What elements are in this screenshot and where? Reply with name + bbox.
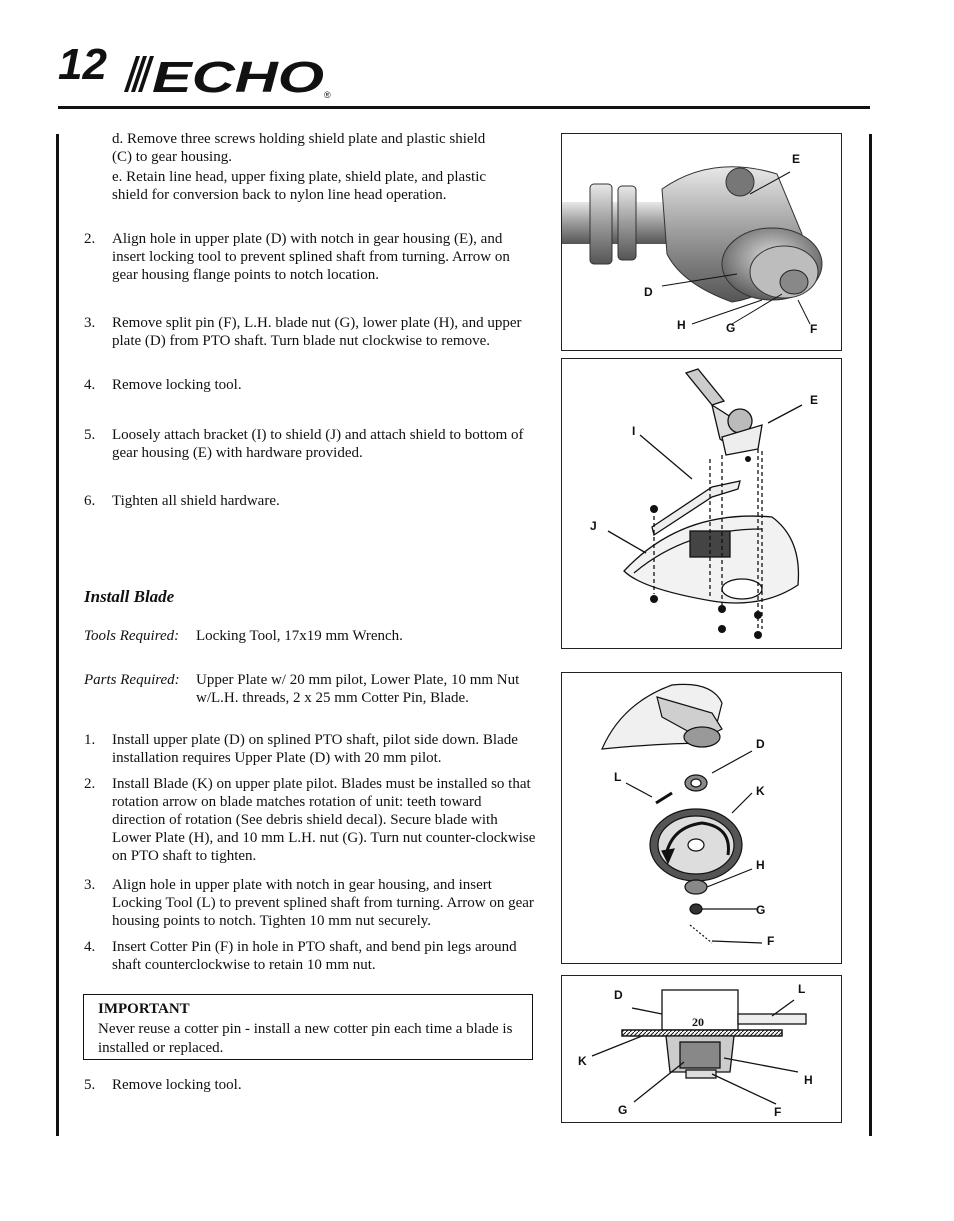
page-number: 12 [58,40,107,89]
echo-logo [118,50,340,100]
step-text: Install upper plate (D) on splined PTO shaft, pilot side down. Blade installation requires Upper Plate (D) with 20 mm pilot. [112,732,518,766]
step-number: 2. [84,776,96,792]
step-1d: d. Remove three screws holding shield plate and plastic shield (C) to gear housing. [112,131,486,165]
step-number: 3. [84,877,96,893]
label-j: J [590,519,597,533]
label-k: K [756,784,765,798]
tools-label: Tools Required: [84,628,180,644]
label-d: D [756,737,765,751]
step-number: 4. [84,377,96,393]
step-text: Tighten all shield hardware. [112,493,280,509]
label-l: L [614,770,622,784]
label-e: E [810,393,819,407]
label-f: F [810,322,818,336]
important-box [83,994,533,1060]
step-text: Loosely attach bracket (I) to shield (J) and attach shield to bottom of gear housing (E) with hardware provided. [112,427,524,461]
label-g: G [756,903,766,917]
gear-housing-figure [561,133,842,351]
blade-cross-section-figure [561,975,842,1123]
logo-wordmark: ECHO [152,53,324,100]
label-h: H [804,1073,813,1087]
step-number: 6. [84,493,96,509]
label-h: H [756,858,765,872]
tools-value: Locking Tool, 17x19 mm Wrench. [196,628,403,644]
step-number: 3. [84,315,96,331]
label-f: F [774,1105,782,1119]
step-number: 2. [84,231,96,247]
label-i: I [632,424,636,438]
label-e: E [792,152,801,166]
step-text: Align hole in upper plate with notch in gear housing, and insert Locking Tool (L) to prevent splined shaft from turning. Arrow on gear housing points to notch. Tighten 10 mm nut securely. [112,877,534,929]
label-d: D [644,285,653,299]
step-number: 5. [84,1077,96,1093]
label-k: K [578,1054,587,1068]
shield-assembly-figure [561,358,842,649]
step-text: Remove split pin (F), L.H. blade nut (G), lower plate (H), and upper plate (D) from PTO shaft. Turn blade nut clockwise to remove. [112,315,522,349]
step-number: 1. [84,732,96,748]
step-text: Align hole in upper plate (D) with notch in gear housing (E), and insert locking tool to prevent splined shaft from turning. Arrow on gear housing flange points to notch location. [112,231,510,283]
blade-exploded-figure [561,672,842,964]
label-f: F [767,934,775,948]
header-rule [58,106,870,109]
label-h: H [677,318,686,332]
important-text: Never reuse a cotter pin - install a new cotter pin each time a blade is installed or replaced. [98,1021,513,1056]
section-heading: Install Blade [84,587,175,606]
left-margin-bar [56,134,59,1136]
step-1e: e. Retain line head, upper fixing plate, shield plate, and plastic shield for conversion back to nylon line head operation. [112,169,487,203]
step-text: Remove locking tool. [112,377,242,393]
step-text: Remove locking tool. [112,1077,242,1093]
step-number: 4. [84,939,96,955]
right-margin-bar [869,134,872,1136]
registered-mark: ® [324,90,331,100]
step-text: Install Blade (K) on upper plate pilot. Blades must be installed so that rotation arrow on blade matches rotation of unit: teeth toward direction of rotation (See debris shield decal). Secure blade with Lower Plate (H), and 10 mm L.H. nut (G). Turn nut counter-clockwise on PTO shaft to tighten. [112,776,536,864]
parts-value: Upper Plate w/ 20 mm pilot, Lower Plate, 10 mm Nut w/L.H. threads, 2 x 25 mm Cotter Pin, Blade. [196,672,520,706]
step-text: Insert Cotter Pin (F) in hole in PTO shaft, and bend pin legs around shaft counterclockwise to retain 10 mm nut. [112,939,517,973]
step-number: 5. [84,427,96,443]
label-d: D [614,988,623,1002]
pilot-size-label: 20 [692,1015,704,1029]
parts-label: Parts Required: [84,672,180,688]
label-g: G [618,1103,628,1117]
label-g: G [726,321,736,335]
important-title: IMPORTANT [98,1001,190,1017]
label-l: L [798,982,806,996]
